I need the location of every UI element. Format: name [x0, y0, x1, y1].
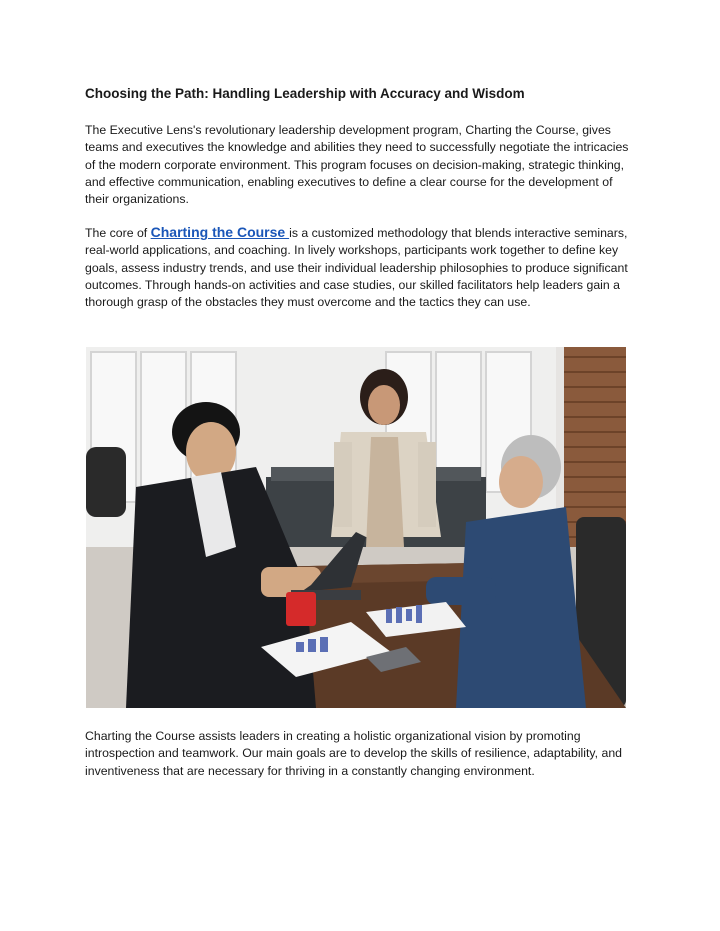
document-title: Choosing the Path: Handling Leadership with Accuracy and Wisdom — [85, 86, 525, 101]
methodology-paragraph — [85, 224, 630, 311]
charting-the-course-link[interactable]: Charting the Course — [150, 224, 290, 240]
intro-paragraph: The Executive Lens's revolutionary leadership development program, Charting the Course, gives teams and executives the knowledge and abilities they need to successfully negotiate the intricacies of the modern corporate environment. This program focuses on decision-making, strategic thinking, and effective communication, enabling executives to define a clear course for the development of their organizations. — [85, 123, 629, 207]
paragraph-prefix: The core of — [85, 226, 151, 240]
meeting-photo — [86, 347, 626, 708]
paragraph-suffix: is a customized methodology that blends interactive seminars, real-world applications, and coaching. In lively workshops, participants work together to define key goals, assess industry trends, and use their individual leadership philosophies to produce significant outcomes. Through hands-on activities and case studies, our skilled facilitators help leaders gain a thorough grasp of the obstacles they must overcome and the tactics they can use. — [85, 226, 628, 310]
vision-paragraph: Charting the Course assists leaders in creating a holistic organizational vision by promoting introspection and teamwork. Our main goals are to develop the skills of resilience, adaptability, and inventiveness that are necessary for thriving in a constantly changing environment. — [85, 729, 623, 778]
